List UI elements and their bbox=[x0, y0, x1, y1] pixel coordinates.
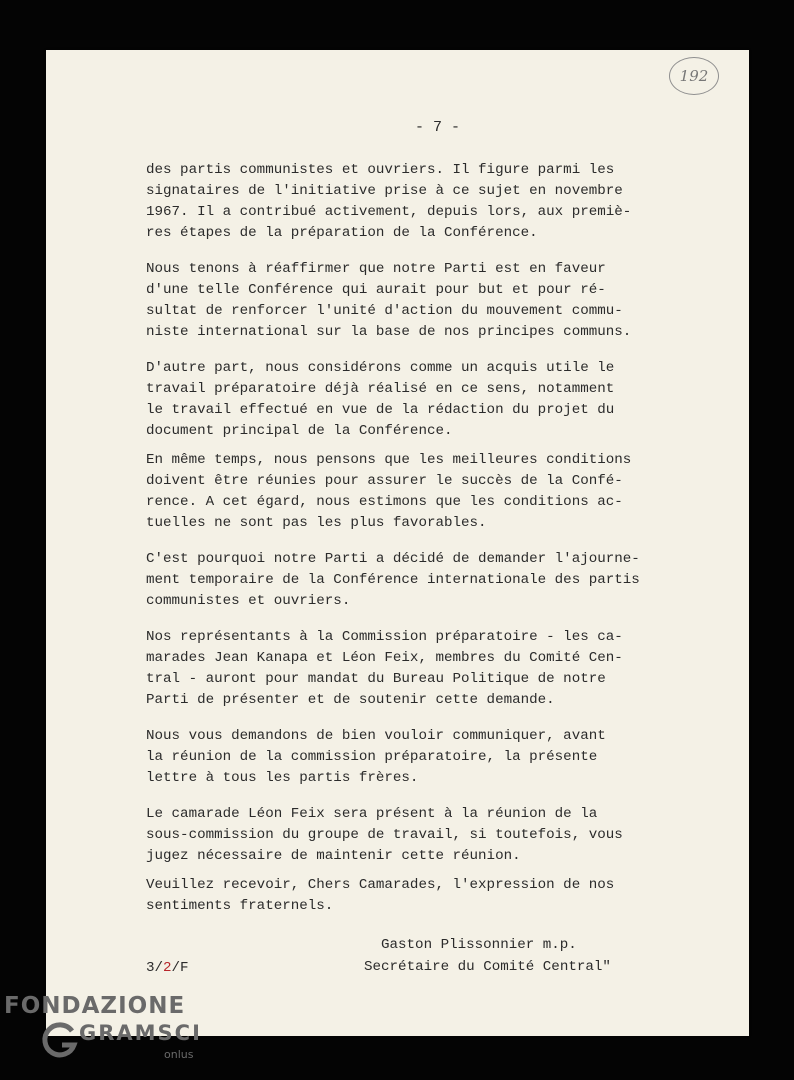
paragraph bbox=[146, 875, 666, 917]
paragraph bbox=[146, 160, 666, 244]
letter-body bbox=[146, 160, 666, 932]
signature-name: Gaston Plissonnier m.p. bbox=[381, 937, 577, 953]
text-line: sentiments fraternels. bbox=[146, 898, 334, 914]
document-reference bbox=[146, 960, 189, 976]
paragraph bbox=[146, 259, 666, 343]
text-line: 1967. Il a contribué activement, depuis lors, aux premiè- bbox=[146, 204, 632, 220]
text-line: travail préparatoire déjà réalisé en ce sens, notamment bbox=[146, 381, 615, 397]
archive-page-stamp: 192 bbox=[669, 57, 719, 95]
paragraph bbox=[146, 804, 666, 867]
text-line: res étapes de la préparation de la Conférence. bbox=[146, 225, 538, 241]
text-line: jugez nécessaire de maintenir cette réunion. bbox=[146, 848, 521, 864]
reference-handwritten-correction: 2 bbox=[163, 960, 172, 976]
reference-prefix: 3/ bbox=[146, 960, 164, 976]
paragraph bbox=[146, 726, 666, 789]
watermark-line-3: onlus bbox=[164, 1048, 194, 1061]
text-line: En même temps, nous pensons que les meilleures conditions bbox=[146, 452, 632, 468]
text-line: document principal de la Conférence. bbox=[146, 423, 453, 439]
text-line: Veuillez recevoir, Chers Camarades, l'expression de nos bbox=[146, 877, 615, 893]
text-line: Parti de présenter et de soutenir cette demande. bbox=[146, 692, 555, 708]
watermark-line-1: FONDAZIONE bbox=[4, 993, 186, 1019]
signature-title: Secrétaire du Comité Central" bbox=[364, 959, 611, 975]
text-line: la réunion de la commission préparatoire, la présente bbox=[146, 749, 598, 765]
text-line: D'autre part, nous considérons comme un acquis utile le bbox=[146, 360, 615, 376]
text-line: des partis communistes et ouvriers. Il figure parmi les bbox=[146, 162, 615, 178]
gramsci-g-logo-icon bbox=[38, 1019, 82, 1063]
text-line: niste international sur la base de nos principes communs. bbox=[146, 324, 632, 340]
text-line: sultat de renforcer l'unité d'action du mouvement commu- bbox=[146, 303, 623, 319]
text-line: rence. A cet égard, nous estimons que les conditions ac- bbox=[146, 494, 623, 510]
text-line: doivent être réunies pour assurer le succès de la Confé- bbox=[146, 473, 623, 489]
text-line: communistes et ouvriers. bbox=[146, 593, 351, 609]
reference-suffix: /F bbox=[171, 960, 189, 976]
text-line: Nous vous demandons de bien vouloir communiquer, avant bbox=[146, 728, 606, 744]
text-line: lettre à tous les partis frères. bbox=[146, 770, 419, 786]
text-line: Nous tenons à réaffirmer que notre Parti est en faveur bbox=[146, 261, 606, 277]
text-line: le travail effectué en vue de la rédaction du projet du bbox=[146, 402, 615, 418]
text-line: Nos représentants à la Commission préparatoire - les ca- bbox=[146, 629, 623, 645]
text-line: ment temporaire de la Conférence internationale des partis bbox=[146, 572, 640, 588]
paragraph bbox=[146, 358, 666, 442]
fondazione-gramsci-watermark bbox=[4, 993, 224, 1073]
watermark-line-2: GRAMSCI bbox=[79, 1021, 202, 1045]
paragraph bbox=[146, 549, 666, 612]
text-line: tuelles ne sont pas les plus favorables. bbox=[146, 515, 487, 531]
text-line: tral - auront pour mandat du Bureau Politique de notre bbox=[146, 671, 606, 687]
text-line: Le camarade Léon Feix sera présent à la réunion de la bbox=[146, 806, 598, 822]
page-number: - 7 - bbox=[414, 119, 460, 136]
text-line: sous-commission du groupe de travail, si toutefois, vous bbox=[146, 827, 623, 843]
signature-block bbox=[364, 934, 611, 978]
paragraph bbox=[146, 627, 666, 711]
text-line: d'une telle Conférence qui aurait pour but et pour ré- bbox=[146, 282, 606, 298]
text-line: marades Jean Kanapa et Léon Feix, membres du Comité Cen- bbox=[146, 650, 623, 666]
document-page bbox=[46, 50, 749, 1036]
text-line: signataires de l'initiative prise à ce sujet en novembre bbox=[146, 183, 623, 199]
text-line: C'est pourquoi notre Parti a décidé de demander l'ajourne- bbox=[146, 551, 640, 567]
paragraph bbox=[146, 450, 666, 534]
